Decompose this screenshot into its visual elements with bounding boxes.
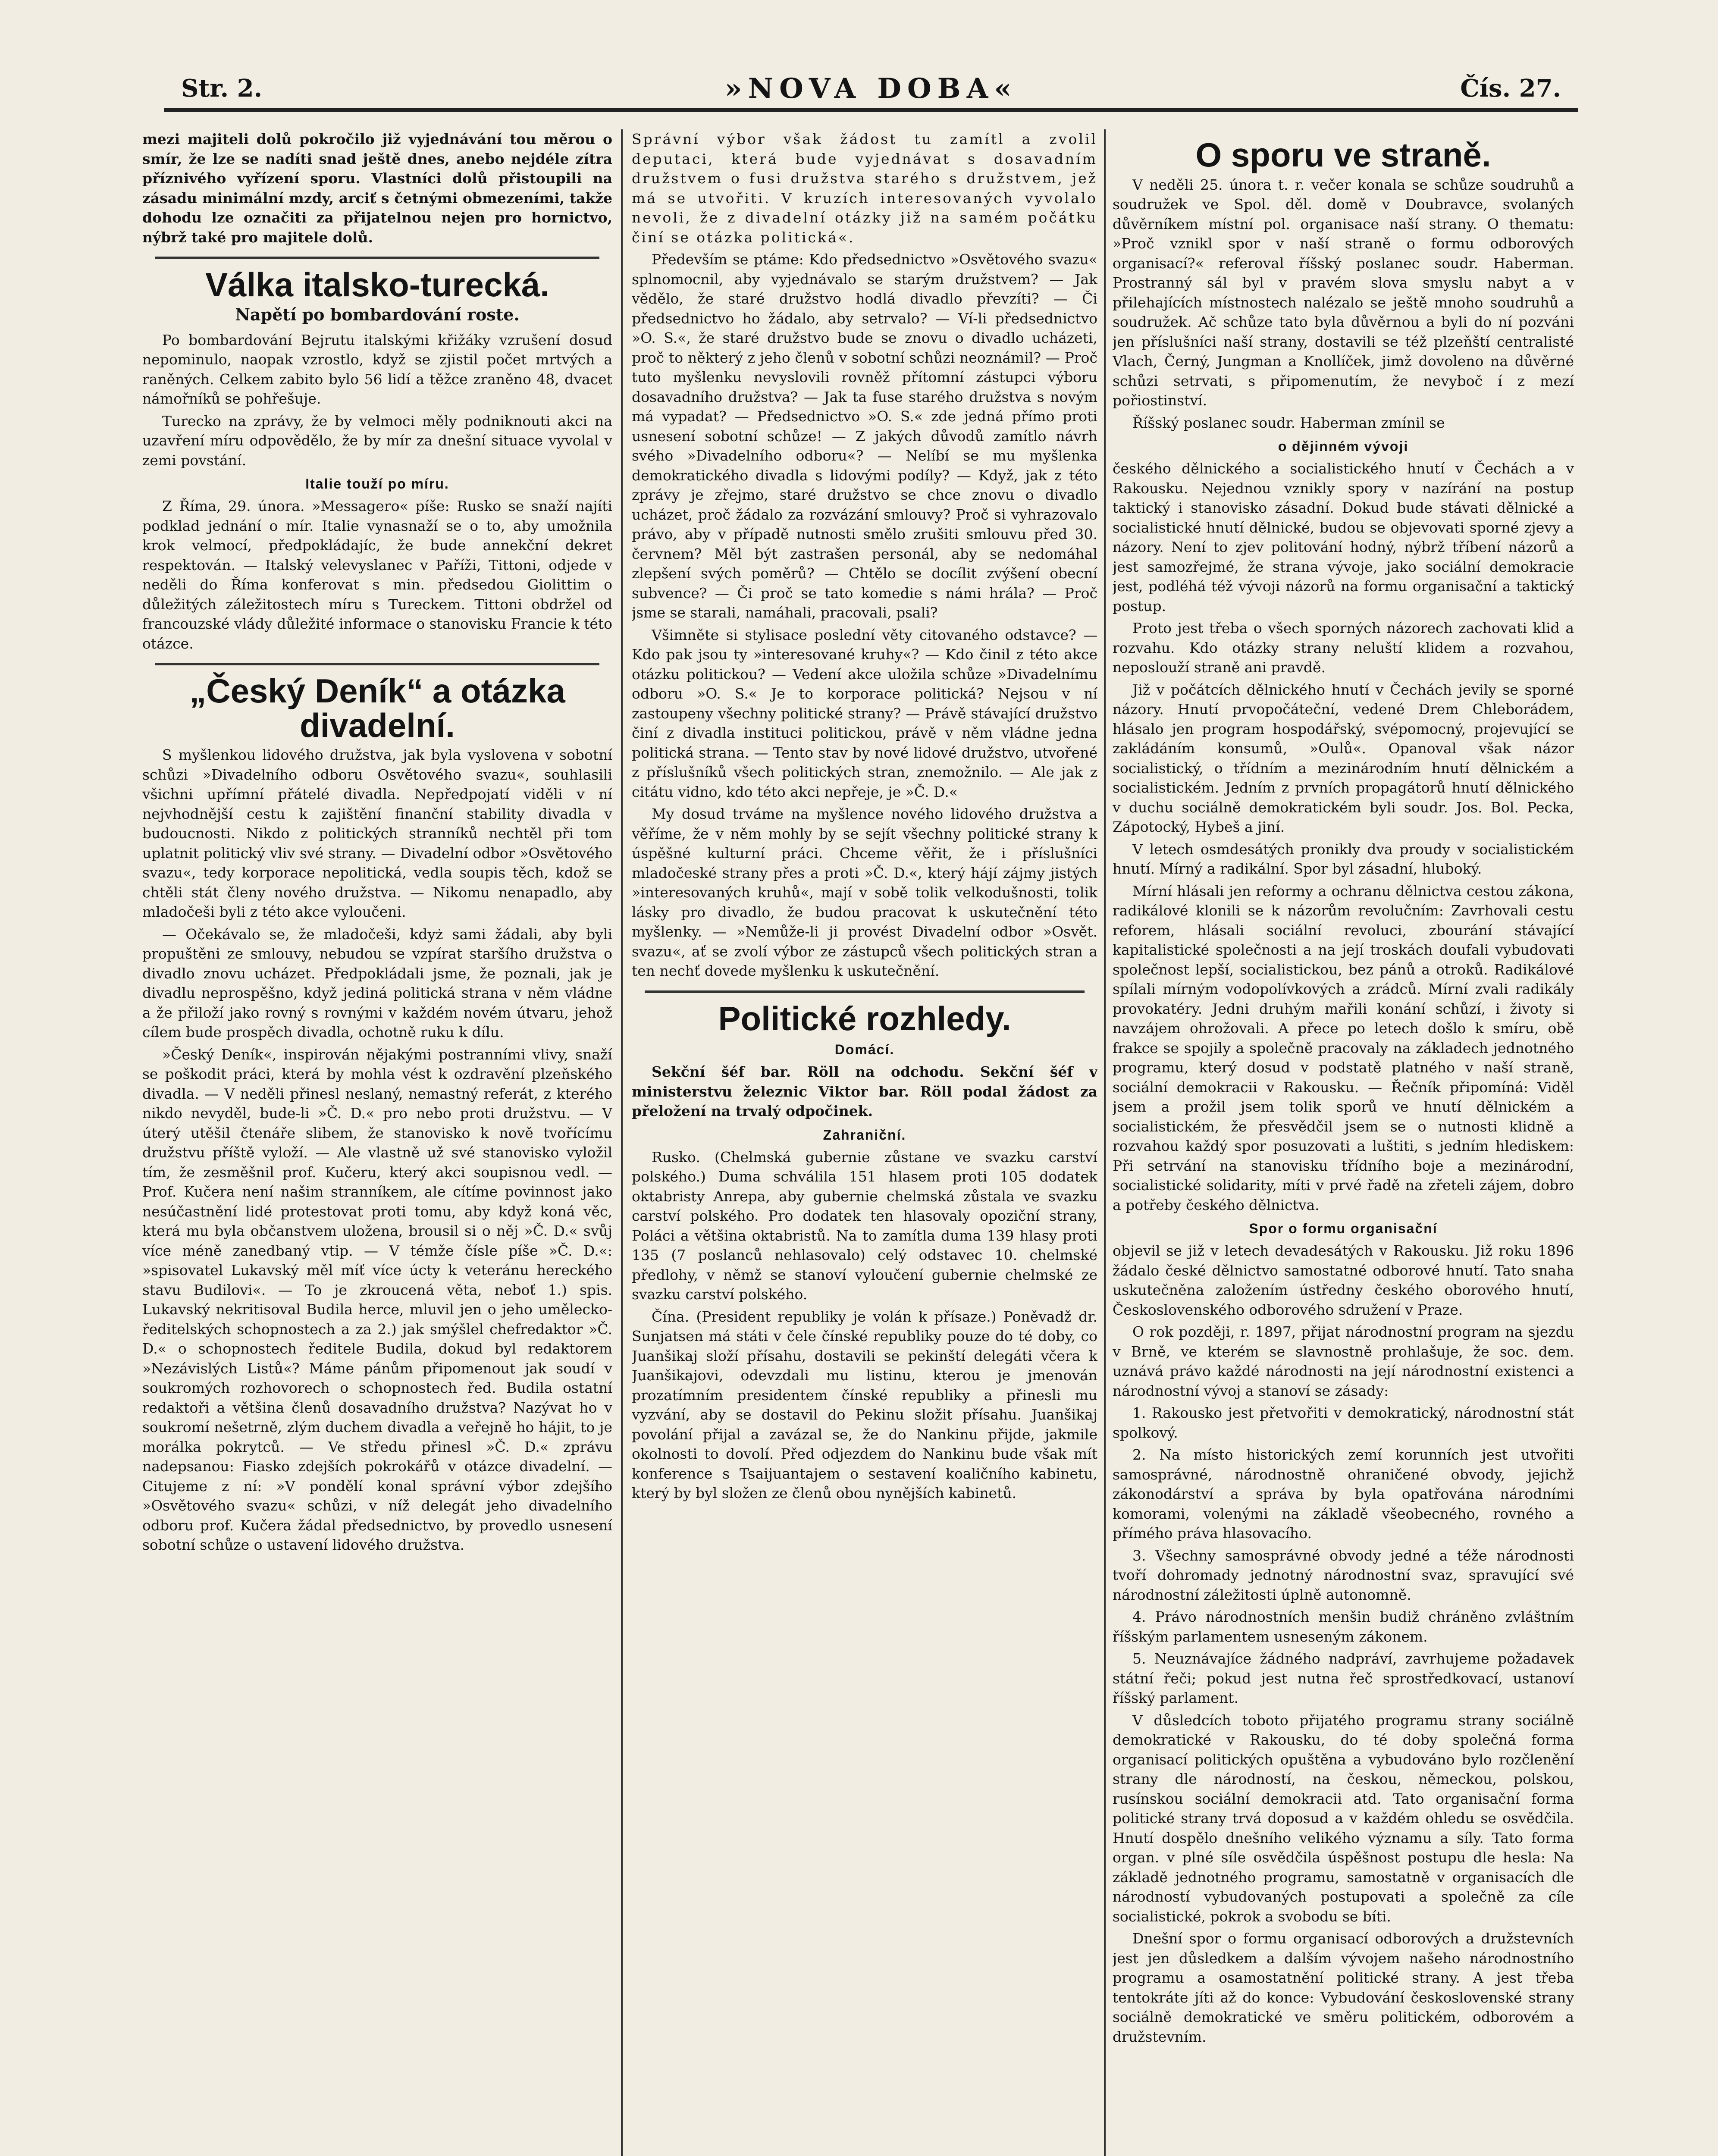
paragraph: 1. Rakousko jest přetvořiti v demokratický, národnostní stát spolkový.	[1113, 1404, 1574, 1441]
paragraph: 4. Právo národnostních menšin budiž chráněno zvláštním říšským parlamentem usneseným zákonem.	[1113, 1608, 1574, 1645]
header-rule	[164, 108, 1578, 112]
paragraph: mezi majiteli dolů pokročilo již vyjednávání tou měrou o smír, že lze se nadíti snad ještě dnes, anebo nejdéle zítra příznivého vyřízení sporu. Vlastníci dolů přistoupili na zásadu minimální mzdy, arciť s četnými obmezeními, takže dohodu lze označiti za přijatelnou nejen pro hornictvo, nýbrž také pro majitele dolů.	[142, 131, 612, 246]
section-head-zahranicni: Zahraniční.	[823, 1127, 906, 1143]
section-head-dejinny-vyvoj: o dějinném vývoji	[1278, 439, 1409, 454]
paragraph: 5. Neuznávajíce žádného nadpráví, zavrhujeme požadavek státní řeči; pokud jest nutna řeč sprostředkovací, ustanoví říšský parlament.	[1113, 1650, 1574, 1707]
paragraph: Správní výbor však žádost tu zamítl a zvolil deputaci, která bude vyjednávat s dosavadním družstvem o fusi družstva starého s družstvem, jež má se utvořiti. V kruzích interesovaných vyvolalo nevoli, že z divadelní otázky již na samém počátku činí se otázka politická«.	[632, 131, 1097, 246]
paragraph: Sekční šéf bar. Röll na odchodu. Sekční šéf v ministerstvu železnic Viktor bar. Röll podal žádost za přeložení na trvalý odpočinek.	[632, 1063, 1097, 1120]
paragraph: objevil se již v letech devadesátých v Rakousku. Již roku 1896 žádalo české dělnictvo samostatné odborové hnutí. Tato snaha uskutečněna založením ústředny českého oborového hnutí, Československého odborového sdružení v Praze.	[1113, 1242, 1574, 1318]
paragraph: — Očekávalo se, že mladočeši, kdyż sami žádali, aby byli propuštěni ze smlouvy, nebudou se vzpírat staršího družstva o divadlo znovu ucházet. Předpokládali jsme, že poznali, jak je divadlu neprospěšno, když jediná politická strana v něm vládne a že přiloží jako rovný s rovnými v každém novém útvaru, jehož cílem bude prospěch divadla, ochotně ruku k dílu.	[142, 925, 612, 1041]
headline-politicke-rozhledy: Politické rozhledy.	[718, 999, 1011, 1037]
paragraph: Především se ptáme: Kdo předsednictvo »Osvětového svazu« splnomocnil, aby vyjednávalo se starým družstvem? — Jak vědělo, že staré družstvo hodlá divadlo převzíti? — Či předsednictvo ho žádalo, aby setrvalo? — Ví-li předsednictvo »O. S.«, že staré družstvo bude se znovu o divadlo ucházeti, proč to některý z jeho členů v sobotní schůzi neoznámil? — Proč tuto myšlenku nevyslovili rovněž přítomní zástupci výboru dosavadního družstva? — Jak ta fuse starého družstva s novým má vypadat? — Předsednictvo »O. S.« zde jedná přímo proti usnesení sobotní schůze! — Z jakých důvodů zamítlo návrh svého »Divadelního odboru«? — Nelíbí se mu myšlenka demokratického divadla s lidovými podíly? — Když, jak z této zprávy je zřejmo, staré družstvo se chce znovu o divadlo ucházet, proč žádalo za rozvázání smlouvy? Proč si vyhrazovalo právo, aby v případě nutnosti smělo zrušiti smlouvu před 30. červnem? Měl být zastrašen personál, aby se nedomáhal zlepšení svých poměrů? — Chtělo se docílit zvýšení obecní subvence? — Či proč se tato komedie s námi hrála? — Proč jsme se starali, namáhali, pracovali, psali?	[632, 251, 1097, 621]
section-divider	[155, 663, 599, 665]
paragraph: O rok později, r. 1897, přijat národnostní program na sjezdu v Brně, ve kterém se slavnostně prohlašuje, že soc. dem. uznává právo každé národnosti na její národnostní existenci a národnostní vývoj a stanoví se zásady:	[1113, 1323, 1574, 1399]
column-separator	[1104, 129, 1106, 2156]
paragraph: Rusko. (Chelmská gubernie zůstane ve svazku carství polského.) Duma schválila 151 hlasem proti 105 dodatek oktabristy Anrepa, aby gubernie chelmská zůstala ve svazku carství polského. Pro dodatek ten hlasovaly opoziční strany, Poláci a většina oktabristů. Na to zamítla duma 139 hlasy proti 135 (7 poslanců nehlasovalo) celý odstavec 10. chelmské předlohy, v němž se stanoví vyloučení gubernie chelmské ze svazku carství polského.	[632, 1148, 1097, 1303]
paragraph: Turecko na zprávy, že by velmoci měly podniknouti akci na uzavření míru odpovědělo, že by mír za dnešní situace vyvolal v zemi povstání.	[142, 412, 612, 469]
paragraph: Proto jest třeba o všech sporných názorech zachovati klid a rozvahu. Kdo otázky strany neluští klidem a rozvahou, neposlouží straně ani pravdě.	[1113, 620, 1574, 676]
paragraph: 2. Na místo historických zemí korunních jest utvořiti samosprávné, národnostně ohraničené obvody, jejichž zákonodárství a správa by byla opatřována národními komorami, volenými na základě všeobecného, rovného a přímého práva hlasovacího.	[1113, 1446, 1574, 1542]
paragraph: My dosud trváme na myšlence nového lidového družstva a věříme, že v něm mohly by se sejít všechny politické strany k úspěšné kulturní práci. Chceme věřit, že i příslušníci mladočeské strany přes a proti »Č. D.«, který hájí zájmy jistých »interesovaných kruhů«, mají v sobě tolik velkodušnosti, tolik lásky pro divadlo, že budou pracovat k uskutečnění této myšlenky. — »Nemůže-li ji provést Divadelní odbor »Osvět. svazu«, ať se zvolí výbor ze zástupců všech politických stran a ten nechť dovede myšlenku k uskutečnění.	[632, 805, 1097, 979]
section-divider	[645, 990, 1085, 993]
headline-o-sporu: O sporu ve straně.	[1195, 136, 1491, 174]
paragraph: Mírní hlásali jen reformy a ochranu dělnictva cestou zákona, radikálové klonili se k názorům revolučním: Zavrhovali cestu reforem, hlásali sociální revoluci, zbourání stávající kapitalistické společnosti a na její troskách doufali vybudovati společnost lepší, socialistickou, bez pánů a otroků. Radikálové spílali mírným vodopolívkových a zrádců. Mírní zvali radikály provokatéry. Jedni druhým mařili konání schůzí, i životy si navzájem ohrožovali. A přece po letech došlo k smíru, obě frakce se spojily a společně pracovaly na základech jednotného programu, který dosud v podstatě platného v naší straně, sociální demokracii v Rakousku. — Řečník připomíná: Viděl jsem a prožil jsem tolik sporů ve hnutí dělnickém a socialistickém, že přesvědčil jsem se o nutnosti klidně a rozvahou každý spor posuzovati a luštiti, s jedním hlediskem: Při setrvání na stanovisku třídního boje a mezinárodní, socialistické solidarity, míti v prvé řadě na zřeteli zájem, dobro a potřeby českého dělnictva.	[1113, 882, 1574, 1213]
headline-cesky-denik: „Český Deník“ a otázka divadelní.	[189, 672, 565, 744]
paragraph: Po bombardování Bejrutu italskými křižáky vzrušení dosud nepominulo, naopak vzrostlo, když se zjistil počet mrtvých a raněných. Celkem zabito bylo 56 lidí a těžce zraněno 48, dvacet námořníků se pohřešuje.	[142, 331, 612, 407]
column-separator	[621, 129, 623, 2156]
paragraph: V důsledcích toboto přijatého programu strany sociálně demokratické v Rakousku, do té doby společná forma organisací politických opuštěna a vybudováno bylo rozčlenění strany dle národností, na českou, německou, polskou, rusínskou sociální demokracii atd. Tato organisační forma politické strany trvá doposud a v každém ohledu se osvědčila. Hnutí dospělo dnešního velikého významu a síly. Tato forma organ. v plné síle osvědčila úspěšnost postupu dle hesla: Na základě jednotného programu, samostatně v organisacích dle národností vybudovaných postupovati a společně za cíle socialistické, pokrok a svobodu se bíti.	[1113, 1711, 1574, 1925]
paragraph: Již v počátcích dělnického hnutí v Čechách jevily se sporné názory. Hnutí prvopočáteční, vedené Drem Chleborádem, hlásalo jen program hospodářský, svépomocný, projevující se zakládáním konsumů, »Oulů«. Opanoval však názor socialistický, o třídním a mezinárodním hnutí dělnickém a socialistickém. Jedním z prvních propagátorů hnutí dělnického v duchu sociálně demokratickém byli soudr. Jos. Bol. Pecka, Zápotocký, Hybeš a jiní.	[1113, 681, 1574, 836]
page-number: Str. 2.	[181, 74, 263, 103]
newspaper-title: »NOVA DOBA«	[724, 72, 1018, 105]
page-header	[164, 65, 1578, 112]
paragraph: V neděli 25. února t. r. večer konala se schůze soudruhů a soudružek ve Spol. děl. domě v Doubravce, svolaných důvěrníkem místní pol. organisace naší strany. O thematu: »Proč vznikl spor v naší straně o formu odborových organisací?« referoval říšský poslanec soudr. Haberman. Prostranný sál byl v pravém slova smyslu nabyt a v přilehajících místnostech nalézalo se ještě mnoho soudruhů a soudružek. Ač schůze tato byla důvěrnou a byli do ní pozváni jen příslušníci naší strany, dostavili se též plzeňští centralisté Vlach, Černý, Jungman a Knollíček, jimž dovoleno na důvěrné schůzi setrvati, s připomenutím, že nevyboč í z mezí pořiostinství.	[1113, 176, 1574, 409]
section-divider	[155, 257, 599, 259]
column-middle	[632, 129, 1097, 2156]
column-left	[142, 129, 612, 2156]
paragraph: Říšský poslanec soudr. Haberman zmínil se	[1132, 414, 1445, 431]
paragraph: V letech osmdesátých pronikly dva proudy v socialistickém hnutí. Mírný a radikální. Spor byl zásadní, hluboký.	[1113, 840, 1574, 877]
subheadline-valka: Napětí po bombardování roste.	[235, 304, 520, 324]
headline-valka: Válka italsko-turecká.	[205, 266, 549, 304]
paragraph: S myšlenkou lidového družstva, jak byla vyslovena v sobotní schůzi »Divadelního odboru Osvětového svazu«, souhlasili všichni upřímní přátelé divadla. Nepředpojatí viděli v ní nejvhodnější cestu k zajištění finanční stability divadla v budoucnosti. Nikdo z politických stranníků nechtěl při tom uplatnit politický vliv své strany. — Divadelní odbor »Osvětového svazu«, tedy korporace nepolitická, vedla soupis těch, kdož se chtěli stát členy nového družstva. — Nikomu nenapadlo, aby mladočeši byli z této akce vyloučeni.	[142, 746, 612, 921]
paragraph: Z Říma, 29. února. »Messagero« píše: Rusko se snaží najíti podklad jednání o mír. Italie vynasnaží se o to, aby umožnila krok velmocí, předpokládajíc, že bude annekční dekret respektován. — Italský velevyslanec v Paříži, Tittoni, odjede v neděli do Říma konferovat s min. předsedou Giolittim o důležitých záležitostech míru s Tureckem. Tittoni obdržel od francouzské vlády důležité informace o stanovisku Francie k této otázce.	[142, 498, 612, 652]
paragraph: »Český Deník«, inspirován nějakými postranními vlivy, snaží se poškodit práci, která by mohla vést k ozdravění plzeňského divadla. — V neděli přinesl neslaný, nemastný referát, z kterého nikdo nevyděl, bude-li »Č. D.« pro nebo proti družstvu. — V úterý utěšil čtenáře slibem, že stanovisko k nově tvořícímu družstvu příště vyloží. — Ale vlastně už své stanovisko vyložil tím, že zesměšnil prof. Kučeru, který akci soupisnou vedl. — Prof. Kučera není našim stranníkem, ale cítíme povinnost jako nesúčastnění lidé protestovat proti tomu, aby když koná věc, která mu byla občanstvem uložena, brousil si o něj »Č. D.« svůj více méně zanedbaný vtip. — V témže čísle píše »Č. D.«: »spisovatel Lukavský měl míť více úcty k veteránu hereckého stavu Budilovi«. — To je zkroucená věta, neboť 1.) spis. Lukavský nekritisoval Budila herce, mluvil jen o jeho umělecko-ředitelských schopnostech a za 2.) jak smýšlel chefredaktor »Č. D.« o schopnostech ředitele Budila, dokud byl redaktorem »Nezávislých Listů«? Máme pánům připomenout jak soudí v soukromých rozhovorech o schopnostech řed. Budila ostatní redaktoři a většina členů dosavadního družstva? Nazývat ho v soukromí nešetrně, zlým duchem divadla a veřejně ho hájit, to je morálka pokrytců. — Ve středu přinesl »Č. D.« zprávu nadepsanou: Fiasko zdejších pokrokářů v otázce divadelní. — Citujeme z ní: »V pondělí konal správní výbor zdejšího »Osvětového svazu« schůzi, v níž delegát jeho divadelního odboru prof. Kučera žádal předsednictvo, by provedlo usnesení sobotní schůze o ustavení lidového družstva.	[142, 1046, 612, 1554]
paragraph: Čína. (President republiky je volán k přísaze.) Poněvadž dr. Sunjatsen má státi v čele čínské republiky pouze do té doby, co Juanšikaj složí přísahu, dostavili se pekinští delegáti včera k Juanšikajovi, odevzdali mu listinu, kterou je jmenován prozatímním presidentem čínské republiky a přinesli mu vyzvání, aby se dostavil do Pekinu složit přísahu. Juanšikaj povolání přijal a zavázal se, že do Nankinu přijde, jakmile okolnosti to dovolí. Před odjezdem do Nankinu bude však mít konference s Tsaijuantajem o sestavení koaličního kabinetu, který by byl složen ze členů obou nynějších kabinetů.	[632, 1308, 1097, 1502]
section-head-italie: Italie touží po míru.	[305, 476, 449, 492]
section-head-domaci: Domácí.	[834, 1042, 895, 1058]
paragraph: Všimněte si stylisace poslední věty citovaného odstavce? — Kdo pak jsou ty »interesované kruhy«? — Kdo činil z této akce otázku politickou? — Vedení akce uložila schůze »Divadelnímu odboru »O. S.« Je to korporace politická? Nejsou v ní zastoupeny všechny politické strany? — Právě stávající družstvo činí z divadla instituci politickou, právě v něm vládne jedna politická strana. — Tento stav by nové lidové družstvo, utvořené z příslušníků všech politických stran, znemožnilo. — Ale jak z citátu vidno, kdo této akci nepřeje, je »Č. D.«	[632, 626, 1097, 800]
issue-number: Čís. 27.	[1460, 74, 1561, 103]
paragraph: 3. Všechny samosprávné obvody jedné a téže národnosti tvoří dohromady jednotný národnostní svaz, spravující své národnostní záležitosti úplně autonomně.	[1113, 1547, 1574, 1603]
paragraph: českého dělnického a socialistického hnutí v Čechách a v Rakousku. Nejednou vznikly spory v nazírání na postup taktický i stanovisko zásadní. Dokud bude stávati dělnické a socialistické hnutí dělnické, budou se objevovati sporné zjevy a názory. Není to zjev politování hodný, nýbrž tříbení názorů a jest samozřejmé, že strana vývoje, jako sociální demokracie jest, podléhá též vývoji názorů na formu organisační a taktický postup.	[1113, 460, 1574, 614]
paragraph: Dnešní spor o formu organisací odborových a družstevních jest jen důsledkem a dalším vývojem našeho národnostního programu a osamostatnění politické strany. A jest třeba tentokráte jíti až do konce: Vybudování československé strany sociálně demokratické ve směru politickém, odborovém a družstevním.	[1113, 1930, 1574, 2045]
section-head-spor-o-formu: Spor o formu organisační	[1249, 1221, 1438, 1237]
column-right	[1113, 129, 1574, 2156]
